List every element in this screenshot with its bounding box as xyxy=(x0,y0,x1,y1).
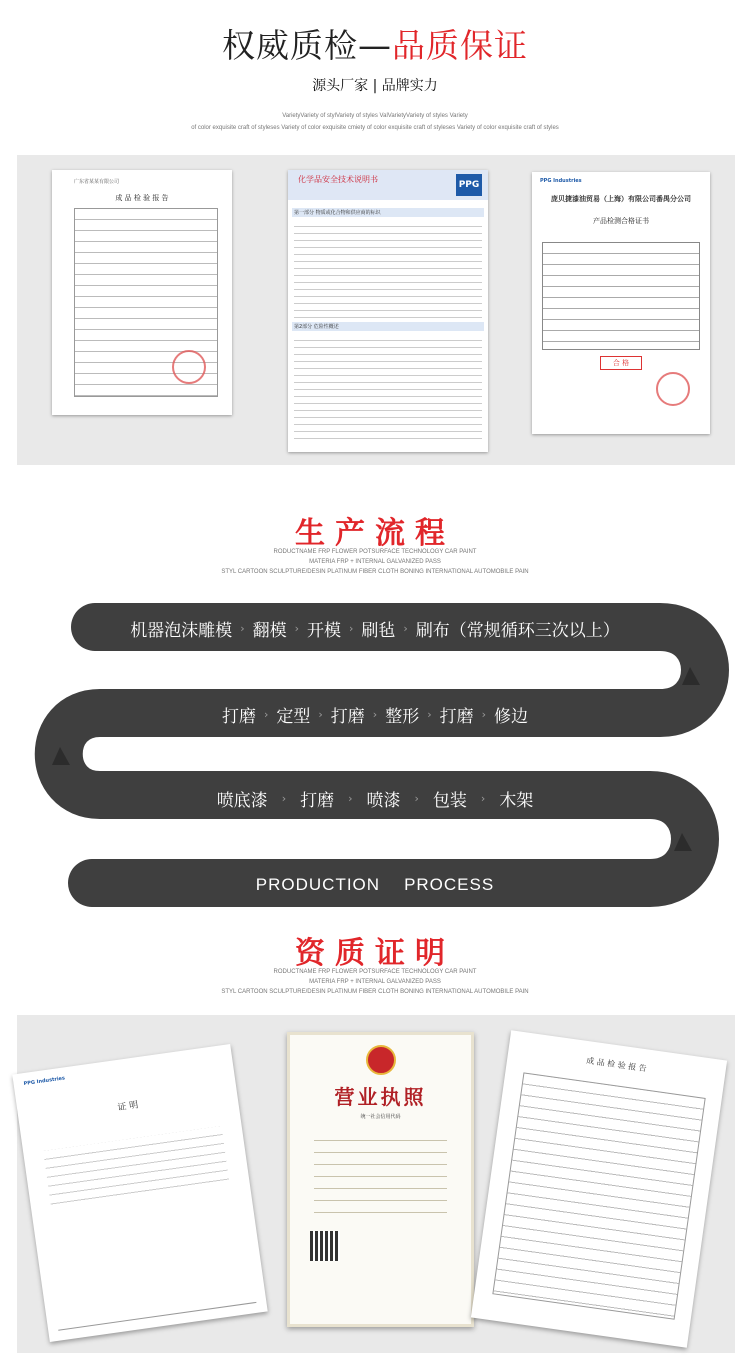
section2-tiny-line3: STYL CARTOON SCULPTURE/DESIN PLATINUM FIBER CLOTH BONING INTERNATIONAL AUTOMOBILE PAIN xyxy=(221,569,529,575)
production-word: PRODUCTION xyxy=(255,875,381,894)
section3-title: 资质证明 xyxy=(295,936,455,971)
process-word: PROCESS xyxy=(404,875,495,894)
step-brush-felt: 刷毡 xyxy=(361,621,396,641)
doc2-part1: 第一部分 物质或化合物和供应商的标识 xyxy=(292,208,484,217)
flow-row-1 xyxy=(0,616,750,641)
section3-tiny-line3: STYL CARTOON SCULPTURE/DESIN PLATINUM FIBER CLOTH BONING INTERNATIONAL AUTOMOBILE PAIN xyxy=(221,989,529,995)
section1-subtitle: 源头厂家 | 品牌实力 xyxy=(312,78,438,94)
flow-row-2 xyxy=(0,702,750,727)
chevron-right-icon: › xyxy=(372,708,378,721)
chevron-right-icon: › xyxy=(281,792,287,805)
chevron-right-icon: › xyxy=(294,622,299,635)
chevron-right-icon: › xyxy=(263,708,269,721)
doc3-pass-stamp: 合 格 xyxy=(600,356,642,370)
chevron-right-icon: › xyxy=(348,792,353,805)
step-primer: 喷底漆 xyxy=(216,791,268,811)
msds-doc xyxy=(288,170,488,452)
section3-tiny-line1: RODUCTNAME FRP FLOWER POTSURFACE TECHNOLOGY CAR PAINT xyxy=(273,969,477,975)
chevron-right-icon: › xyxy=(427,708,432,721)
step-wood-crate: 木架 xyxy=(499,791,534,811)
chevron-right-icon: › xyxy=(403,622,408,635)
section2-title: 生产流程 xyxy=(295,516,455,551)
cert3-title: 成 品 检 验 报 告 xyxy=(585,1056,648,1074)
doc1-stamp xyxy=(172,350,206,384)
step-polish-4: 打磨 xyxy=(300,791,335,811)
step-shaping: 定型 xyxy=(276,707,311,727)
doc3-brand: PPG Industries xyxy=(540,178,582,184)
section3-tiny-line2: MATERIA FRP + INTERNAL GALVANIZED PASS xyxy=(309,979,441,985)
cert1-title: 证 明 xyxy=(116,1100,139,1114)
step-mold-flip: 翻模 xyxy=(252,621,287,641)
chevron-right-icon: › xyxy=(349,622,354,635)
step-polish-3: 打磨 xyxy=(439,707,474,727)
chevron-right-icon: › xyxy=(414,792,419,805)
section1-title-black: 权威质检— xyxy=(222,26,392,65)
doc1-title: 成 品 检 验 报 告 xyxy=(115,194,169,202)
cert1-brand: PPG Industries xyxy=(23,1075,66,1088)
inspection-report-tilted xyxy=(471,1030,727,1348)
section1-tiny-line2: of color exquisite craft of styleses Variety of color exquisite cmiety of color exquisite craft of styleses Variety of color exquisite craft of styles xyxy=(191,125,559,131)
inspection-report-doc xyxy=(52,170,232,415)
section2-tiny-line2: MATERIA FRP + INTERNAL GALVANIZED PASS xyxy=(309,559,441,565)
step-open-mold: 开模 xyxy=(307,621,341,641)
qr-code-icon xyxy=(310,1231,340,1261)
doc3-seal xyxy=(656,372,690,406)
step-polish-1: 打磨 xyxy=(221,707,256,727)
chevron-right-icon: › xyxy=(318,708,323,721)
flow-row-3 xyxy=(0,786,750,811)
business-license xyxy=(287,1032,474,1327)
certificate-letter xyxy=(12,1044,267,1342)
doc2-title: 化学品安全技术说明书 xyxy=(298,175,378,184)
step-polish-2: 打磨 xyxy=(330,707,365,727)
section2-tiny-line1: RODUCTNAME FRP FLOWER POTSURFACE TECHNOLOGY CAR PAINT xyxy=(273,549,477,555)
doc1-header: 广东省某某有限公司 xyxy=(74,179,120,185)
section1-tiny-line1: VarietyVariety of stylVariety of styles ValVarietyVariety of styles Variety xyxy=(282,113,468,119)
cert2-sub: 统一社会信用代码 xyxy=(360,1114,401,1120)
step-brush-cloth: 刷布（常规循环三次以上） xyxy=(415,621,620,641)
section1-title-red: 品质保证 xyxy=(392,26,528,65)
quality-certificate-doc xyxy=(532,172,710,434)
cert2-title: 营业执照 xyxy=(334,1085,427,1109)
chevron-right-icon: › xyxy=(240,622,245,635)
step-spray-paint: 喷漆 xyxy=(366,791,401,811)
section1-title xyxy=(0,20,750,67)
step-foam-carving: 机器泡沫雕模 xyxy=(130,621,233,641)
chevron-right-icon: › xyxy=(481,708,487,721)
step-reshape: 整形 xyxy=(385,707,420,727)
doc3-title: 产品检测合格证书 xyxy=(593,217,649,225)
national-emblem-icon xyxy=(366,1045,396,1075)
ppg-logo: PPG xyxy=(456,174,482,196)
production-process-label xyxy=(0,875,750,895)
step-trim-edge: 修边 xyxy=(494,707,529,727)
step-packaging: 包装 xyxy=(432,791,467,811)
chevron-right-icon: › xyxy=(480,792,486,805)
doc2-part2: 第2部分 危险性概述 xyxy=(292,322,484,331)
doc3-company: 庞贝捷漆油贸易（上海）有限公司番禺分公司 xyxy=(551,195,691,203)
